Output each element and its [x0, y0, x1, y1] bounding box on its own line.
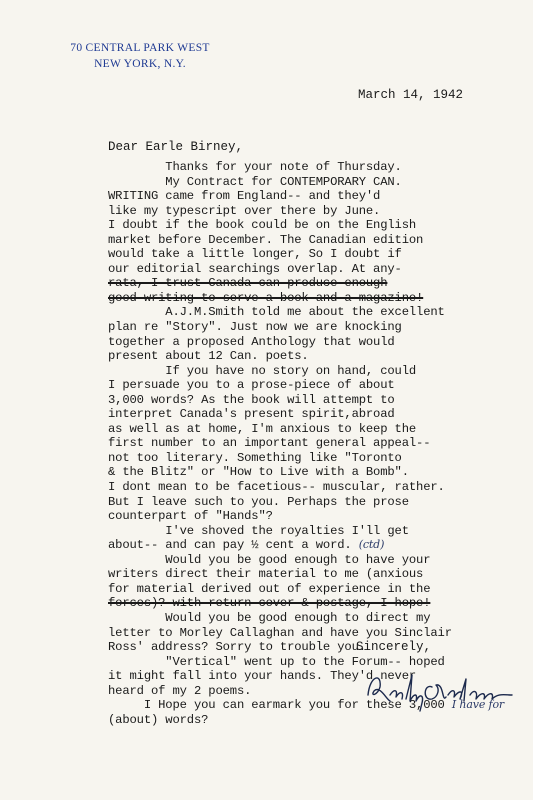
salutation: Dear Earle Birney,	[108, 140, 244, 154]
body-line: (about) words?	[108, 712, 209, 727]
body-line-with-note	[108, 538, 528, 553]
letter-date: March 14, 1942	[358, 88, 464, 102]
body-line: Thanks for your note of Thursday.	[108, 160, 402, 174]
struck-line: good writing to serve a book and a magazine!	[108, 290, 424, 305]
body-line: first number to an important general appeal--	[108, 436, 431, 451]
letterhead-city-line: NEW YORK, N.Y.	[94, 58, 186, 70]
body-line: I dont mean to be facetious-- muscular, rather.	[108, 480, 445, 495]
body-line: present about 12 Can. poets.	[108, 349, 309, 364]
body-line: 3,000 words? As the book will attempt to	[108, 392, 395, 407]
body-line: I've shoved the royalties I'll get	[108, 523, 409, 538]
letter-body	[108, 160, 528, 727]
body-line: interpret Canada's present spirit,abroad	[108, 407, 395, 422]
body-line: together a proposed Anthology that would	[108, 334, 395, 349]
body-line: If you have no story on hand, could	[108, 363, 417, 378]
body-line: & the Blitz" or "How to Live with a Bomb".	[108, 465, 409, 480]
handwritten-insert: I have for	[451, 698, 505, 712]
body-line: My Contract for CONTEMPORARY CAN.	[108, 174, 402, 189]
body-line: plan re "Story". Just now we are knocking	[108, 320, 402, 335]
body-line: as well as at home, I'm anxious to keep the	[108, 421, 417, 436]
letterhead-address-line: 70 CENTRAL PARK WEST	[70, 42, 210, 54]
body-line: But I leave such to you. Perhaps the prose	[108, 494, 409, 509]
body-line: counterpart of "Hands"?	[108, 509, 273, 524]
body-line: Would you be good enough to have your	[108, 552, 431, 567]
body-line: writers direct their material to me (anxious	[108, 567, 424, 582]
body-line-text: about-- and can pay ½ cent a word.	[108, 538, 352, 553]
body-line: A.J.M.Smith told me about the excellent	[108, 305, 445, 320]
body-line: our editorial searchings overlap. At any-	[108, 261, 402, 276]
body-line: like my typescript over there by June.	[108, 203, 381, 218]
body-line: it might fall into your hands. They'd never	[108, 669, 417, 684]
body-line: I doubt if the book could be on the English	[108, 218, 417, 233]
body-line-text: I Hope you can earmark you for these 3,000	[108, 698, 445, 713]
margin-note: (ctd)	[358, 538, 385, 552]
body-line: I persuade you to a prose-piece of about	[108, 378, 395, 393]
body-line: WRITING came from England-- and they'd	[108, 189, 381, 204]
body-line: market before December. The Canadian edition	[108, 232, 424, 247]
signature-image	[360, 665, 520, 715]
struck-line: rata, I trust Canada can produce enough	[108, 276, 388, 291]
struck-line: forces)? with return cover & postage, I hope!	[108, 596, 431, 611]
body-line: Would you be good enough to direct my	[108, 610, 431, 625]
letterhead	[0, 40, 280, 72]
body-line: would take a little longer, So I doubt if	[108, 247, 402, 262]
body-line: not too literary. Something like "Toronto	[108, 450, 402, 465]
body-line: letter to Morley Callaghan and have you Sinclair	[108, 625, 452, 640]
body-line: for material derived out of experience in the	[108, 581, 431, 596]
body-line: "Vertical" went up to the Forum-- hoped	[108, 654, 445, 669]
closing: Sincerely,	[356, 640, 432, 654]
body-line: heard of my 2 poems.	[108, 683, 252, 698]
body-line: Ross' address? Sorry to trouble you.	[108, 640, 366, 655]
